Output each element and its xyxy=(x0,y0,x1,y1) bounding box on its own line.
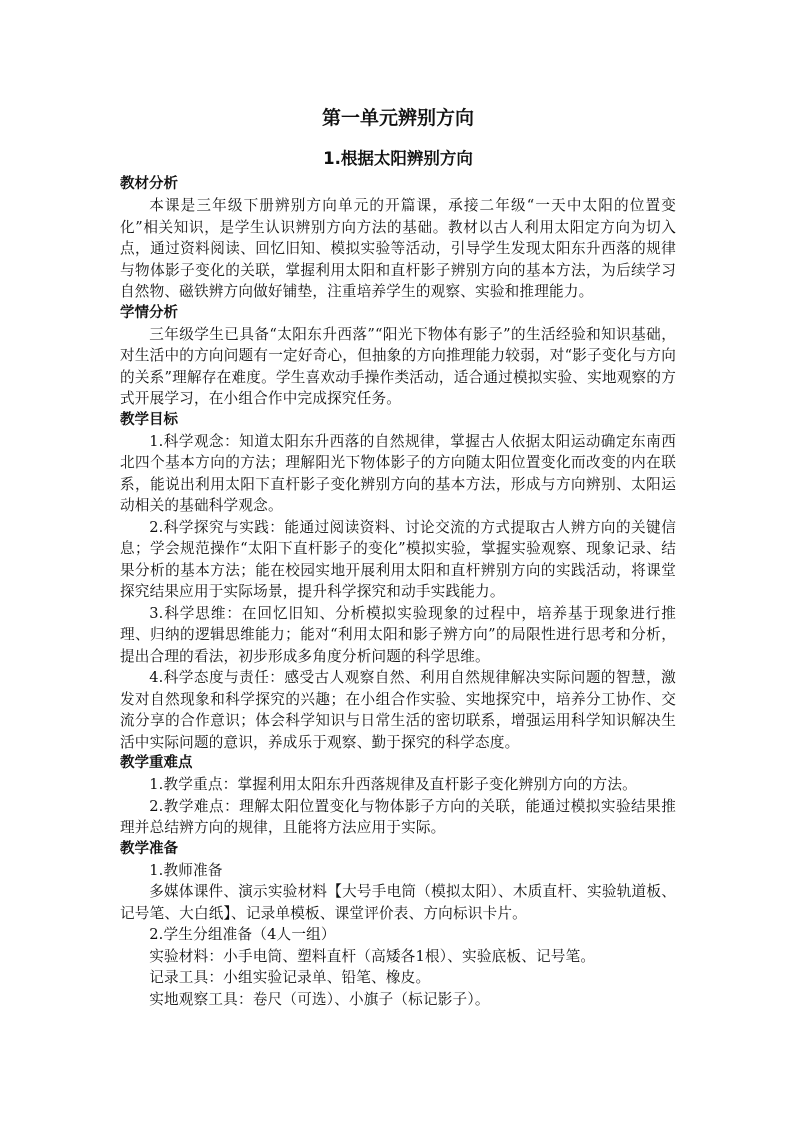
lesson-title: 1.根据太阳辨别方向 xyxy=(323,149,473,168)
goal-item: 2.科学探究与实践：能通过阅读资料、讨论交流的方式提取古人辨方向的关键信息；学会规范操作“太阳下直杆影子的变化”模拟实验，掌握实验观察、现象记录、结果分析的基本方法；能在校园实地开展利用太阳和直杆辨别方向的实践活动，将课堂探究结果应用于实际场景，提升科学探究和动手实践能力。 xyxy=(120,518,676,600)
section-heading-goals: 教学目标 xyxy=(120,411,178,428)
group-record-tools: 记录工具：小组实验记录单、铅笔、橡皮。 xyxy=(149,969,431,986)
goal-item: 1.科学观念：知道太阳东升西落的自然规律，掌握古人依据太阳运动确定东南西北四个基本方向的方法；理解阳光下物体影子的方向随太阳位置变化而改变的内在联系，能说出利用太阳下直杆影子变化辨别方向的基本方法，形成与方向辨别、太阳运动相关的基础科学观念。 xyxy=(120,432,676,514)
teacher-prep-label: 1.教师准备 xyxy=(149,861,223,879)
document-page xyxy=(120,104,676,1010)
analysis-paragraph: 本课是三年级下册辨别方向单元的开篇课，承接二年级“一天中太阳的位置变化”相关知识，是学生认识辨别方向方法的基础。教材以古人利用太阳定方向为切入点，通过资料阅读、回忆旧知、模拟实验等活动，引导学生发现太阳东升西落的规律与物体影子变化的关联，掌握利用太阳和直杆影子辨别方向的基本方法，为后续学习自然物、磁铁辨方向做好铺垫，注重培养学生的观察、实验和推理能力。 xyxy=(120,197,676,300)
unit-title: 第一单元辨别方向 xyxy=(321,107,474,129)
group-materials: 实验材料：小手电筒、塑料直杆（高矮各1根）、实验底板、记号笔。 xyxy=(149,947,596,965)
section-heading-keypoints: 教学重难点 xyxy=(120,755,193,771)
goal-item: 4.科学态度与责任：感受古人观察自然、利用自然规律解决实际问题的智慧，激发对自然现象和科学探究的兴趣；在小组合作实验、实地探究中，培养分工协作、交流分享的合作意识；体会科学知识与日常生活的密切联系，增强运用科学知识解决生活中实际问题的意识，养成乐于观察、勤于探究的科学态度。 xyxy=(120,669,676,751)
keypoint-item: 2.教学难点：理解太阳位置变化与物体影子方向的关联，能通过模拟实验结果推理并总结辨方向的规律，且能将方法应用于实际。 xyxy=(120,797,676,836)
section-heading-students: 学情分析 xyxy=(120,304,178,321)
goal-item: 3.科学思维：在回忆旧知、分析模拟实验现象的过程中，培养基于现象进行推理、归纳的逻辑思维能力；能对“利用太阳和影子辨方向”的局限性进行思考和分析，提出合理的看法，初步形成多角度分析问题的科学思维。 xyxy=(120,604,676,665)
keypoint-item: 1.教学重点：掌握利用太阳东升西落规律及直杆影子变化辨别方向的方法。 xyxy=(149,776,637,793)
teacher-prep-items: 多媒体课件、演示实验材料【大号手电筒（模拟太阳）、木质直杆、实验轨道板、记号笔、大白纸】、记录单模板、课堂评价表、方向标识卡片。 xyxy=(120,883,676,922)
group-field-tools: 实地观察工具：卷尺（可选）、小旗子（标记影子）。 xyxy=(149,990,490,1008)
section-heading-prep: 教学准备 xyxy=(120,840,178,857)
section-heading-analysis: 教材分析 xyxy=(120,176,178,192)
students-paragraph: 三年级学生已具备“太阳东升西落”“阳光下物体有影子”的生活经验和知识基础，对生活中的方向问题有一定好奇心，但抽象的方向推理能力较弱，对“影子变化与方向的关系”理解存在难度。学生喜欢动手操作类活动，适合通过模拟实验、实地观察的方式开展学习，在小组合作中完成探究任务。 xyxy=(120,325,676,407)
group-prep-label: 2.学生分组准备（4人一组） xyxy=(149,926,336,943)
